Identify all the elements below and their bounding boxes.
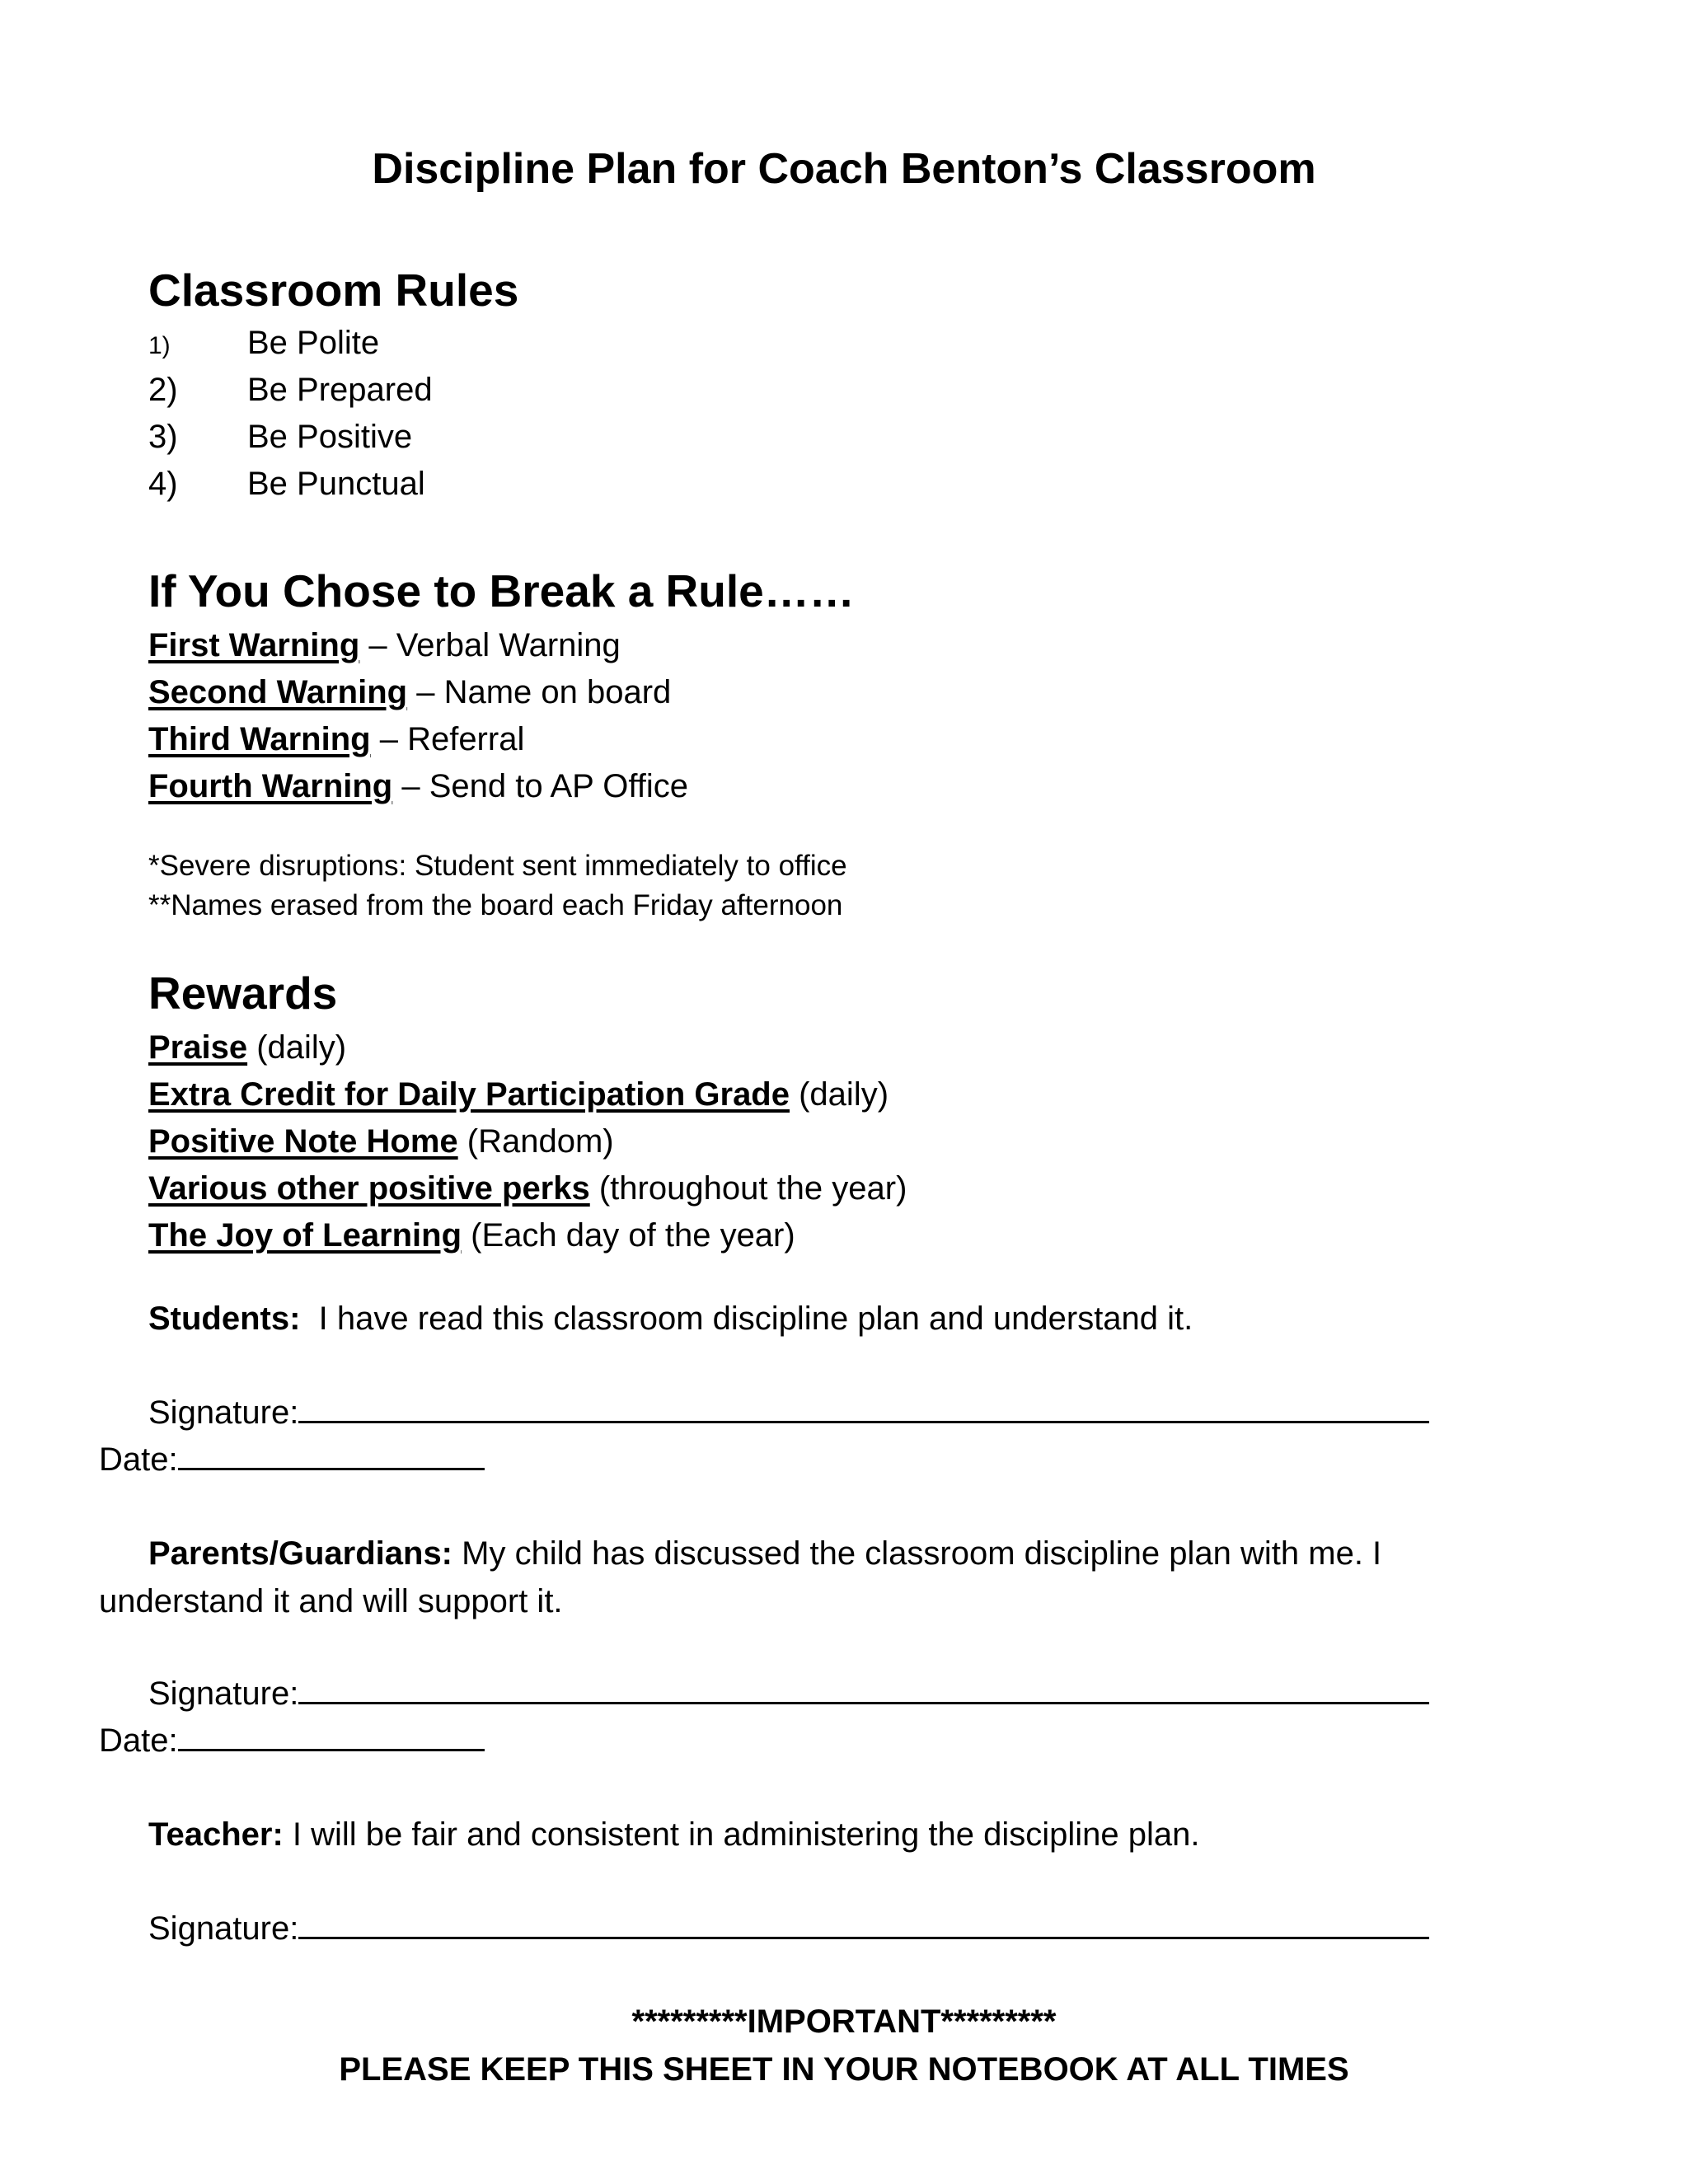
reward-label: Positive Note Home: [148, 1123, 458, 1160]
rule-item: [148, 461, 425, 507]
reward-item: [148, 1212, 795, 1258]
reward-label: Praise: [148, 1029, 248, 1066]
parents-date-line[interactable]: [178, 1719, 485, 1751]
students-text: I have read this classroom discipline plan and understand it.: [300, 1301, 1193, 1337]
reward-text: (daily): [247, 1029, 347, 1066]
parents-text: My child has discussed the classroom discipline plan with me. I understand it and will support it.: [99, 1535, 1382, 1619]
rule-text: Be Prepared: [247, 372, 433, 408]
reward-label: The Joy of Learning: [148, 1217, 462, 1254]
rule-number: 4): [148, 466, 178, 502]
signature-label: Signature:: [148, 1675, 299, 1712]
parents-signature-row: [148, 1671, 1429, 1717]
warning-label: Third Warning: [148, 721, 371, 757]
reward-label: Extra Credit for Daily Participation Grade: [148, 1076, 790, 1113]
reward-label: Various other positive perks: [148, 1170, 590, 1207]
parents-label: Parents/Guardians:: [148, 1535, 453, 1572]
page-title: Discipline Plan for Coach Benton’s Classroom: [372, 145, 1316, 193]
warning-item: [148, 669, 671, 715]
warning-label: First Warning: [148, 627, 360, 663]
rule-item: [148, 320, 379, 369]
warning-item: [148, 622, 621, 668]
date-label: Date:: [99, 1441, 178, 1478]
reward-text: (Each day of the year): [462, 1217, 795, 1254]
teacher-text: I will be fair and consistent in administering the discipline plan.: [283, 1816, 1200, 1853]
parents-statement: [99, 1530, 1484, 1625]
rules-heading: Classroom Rules: [148, 265, 519, 316]
rule-number: 2): [148, 372, 178, 408]
students-label: Students:: [148, 1301, 301, 1337]
students-signature-row: [148, 1390, 1429, 1436]
students-statement: [148, 1296, 1193, 1342]
reward-item: [148, 1118, 614, 1165]
warning-text: – Send to AP Office: [392, 768, 689, 804]
warning-text: – Name on board: [407, 674, 672, 710]
rule-text: Be Positive: [247, 419, 413, 455]
signature-label: Signature:: [148, 1394, 299, 1431]
rule-text: Be Punctual: [247, 466, 425, 502]
warning-item: [148, 716, 524, 762]
important-message: PLEASE KEEP THIS SHEET IN YOUR NOTEBOOK AT ALL TIMES: [339, 2051, 1349, 2088]
reward-item: [148, 1165, 907, 1212]
reward-text: (throughout the year): [589, 1170, 907, 1207]
teacher-signature-line[interactable]: [298, 1907, 1429, 1939]
reward-text: (Random): [457, 1123, 614, 1160]
rewards-heading: Rewards: [148, 968, 338, 1019]
signature-label: Signature:: [148, 1910, 299, 1947]
rule-number: 1): [148, 332, 171, 359]
important-banner: *********IMPORTANT*********: [631, 2004, 1057, 2040]
warning-label: Fourth Warning: [148, 768, 393, 804]
warning-label: Second Warning: [148, 674, 408, 710]
teacher-signature-row: [148, 1905, 1429, 1952]
rule-item: [148, 367, 433, 413]
parents-signature-line[interactable]: [298, 1672, 1429, 1704]
teacher-statement: [148, 1811, 1199, 1858]
footnote: *Severe disruptions: Student sent immediately to office: [148, 850, 847, 882]
rule-item: [148, 414, 412, 460]
students-signature-line[interactable]: [298, 1391, 1429, 1423]
rule-number: 3): [148, 419, 178, 455]
footnote: **Names erased from the board each Friday afternoon: [148, 889, 843, 921]
warning-text: – Referral: [370, 721, 525, 757]
teacher-label: Teacher:: [148, 1816, 284, 1853]
reward-item: [148, 1024, 346, 1071]
students-date-row: [99, 1436, 485, 1483]
parents-date-row: [99, 1718, 485, 1764]
students-date-line[interactable]: [178, 1438, 485, 1470]
consequences-heading: If You Chose to Break a Rule……: [148, 565, 855, 616]
date-label: Date:: [99, 1722, 178, 1759]
reward-item: [148, 1071, 889, 1118]
reward-text: (daily): [790, 1076, 889, 1113]
warning-text: – Verbal Warning: [359, 627, 621, 663]
warning-item: [148, 763, 688, 809]
rule-text: Be Polite: [247, 325, 380, 361]
